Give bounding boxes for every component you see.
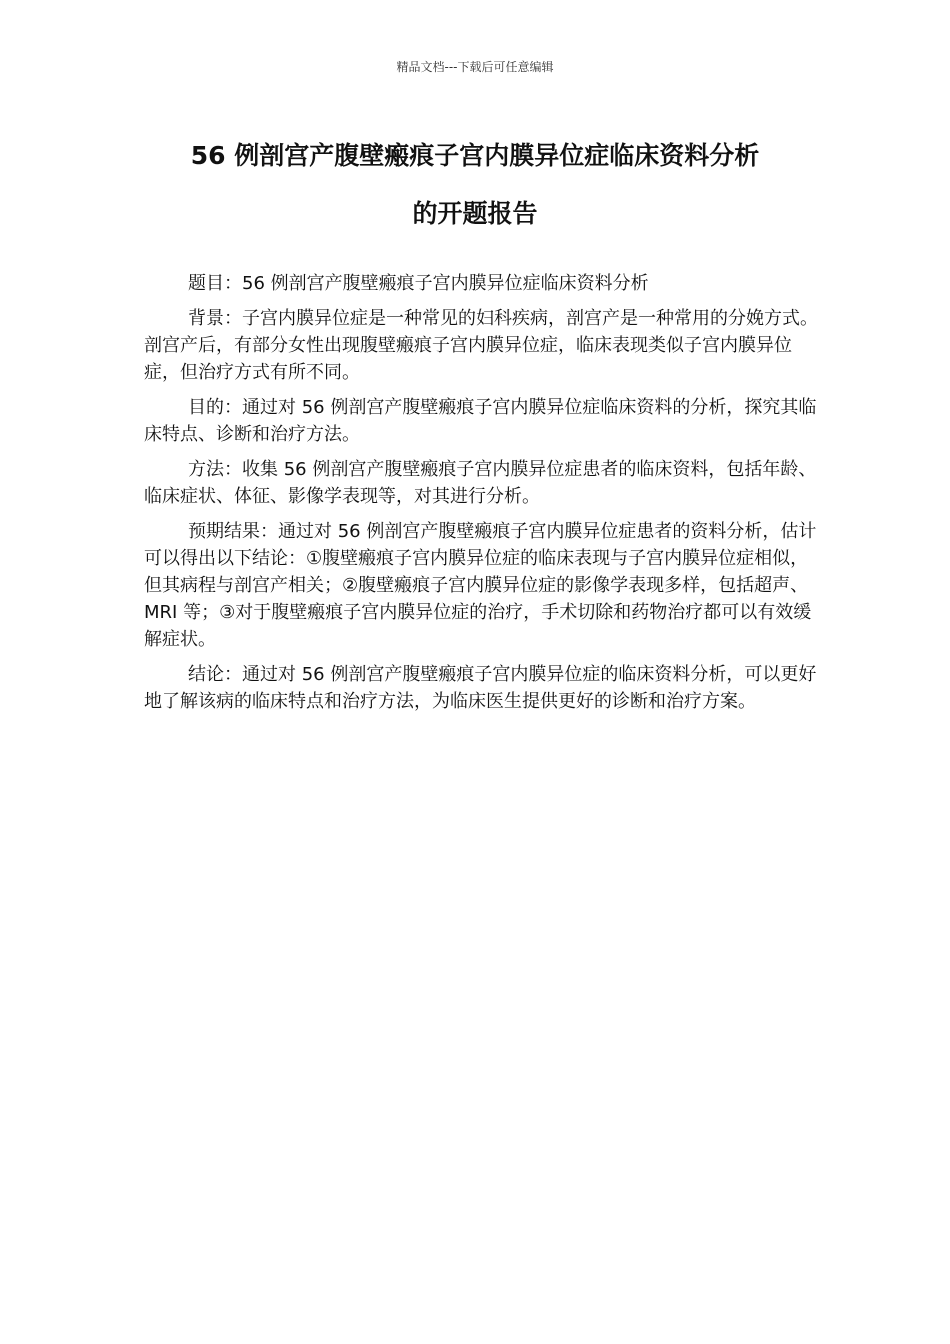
paragraph-background: 背景：子宫内膜异位症是一种常见的妇科疾病，剖宫产是一种常用的分娩方式。剖宫产后，有部分女性出现腹壁瘢痕子宫内膜异位症，临床表现类似子宫内膜异位症，但治疗方式有所不同。 xyxy=(144,308,818,383)
document-title xyxy=(100,134,850,236)
document-body xyxy=(144,270,820,723)
paragraph-objective: 目的：通过对 56 例剖宫产腹壁瘢痕子宫内膜异位症临床资料的分析，探究其临床特点、诊断和治疗方法。 xyxy=(144,397,817,445)
title-line-1: 56 例剖宫产腹壁瘢痕子宫内膜异位症临床资料分析 xyxy=(190,141,760,170)
title-line-2: 的开题报告 xyxy=(412,199,538,228)
header-note: 精品文档---下载后可任意编辑 xyxy=(396,60,554,74)
paragraph-conclusion: 结论：通过对 56 例剖宫产腹壁瘢痕子宫内膜异位症的临床资料分析，可以更好地了解该病的临床特点和治疗方法，为临床医生提供更好的诊断和治疗方案。 xyxy=(144,664,817,712)
paragraph-method: 方法：收集 56 例剖宫产腹壁瘢痕子宫内膜异位症患者的临床资料，包括年龄、临床症状、体征、影像学表现等，对其进行分析。 xyxy=(144,459,817,507)
paragraph-expected-results: 预期结果：通过对 56 例剖宫产腹壁瘢痕子宫内膜异位症患者的资料分析，估计可以得出以下结论：①腹壁瘢痕子宫内膜异位症的临床表现与子宫内膜异位症相似，但其病程与剖宫产相关；②腹壁瘢痕子宫内膜异位症的影像学表现多样，包括超声、MRI 等；③对于腹壁瘢痕子宫内膜异位症的治疗，手术切除和药物治疗都可以有效缓解症状。 xyxy=(144,521,817,650)
paragraph-topic: 题目：56 例剖宫产腹壁瘢痕子宫内膜异位症临床资料分析 xyxy=(188,273,649,294)
